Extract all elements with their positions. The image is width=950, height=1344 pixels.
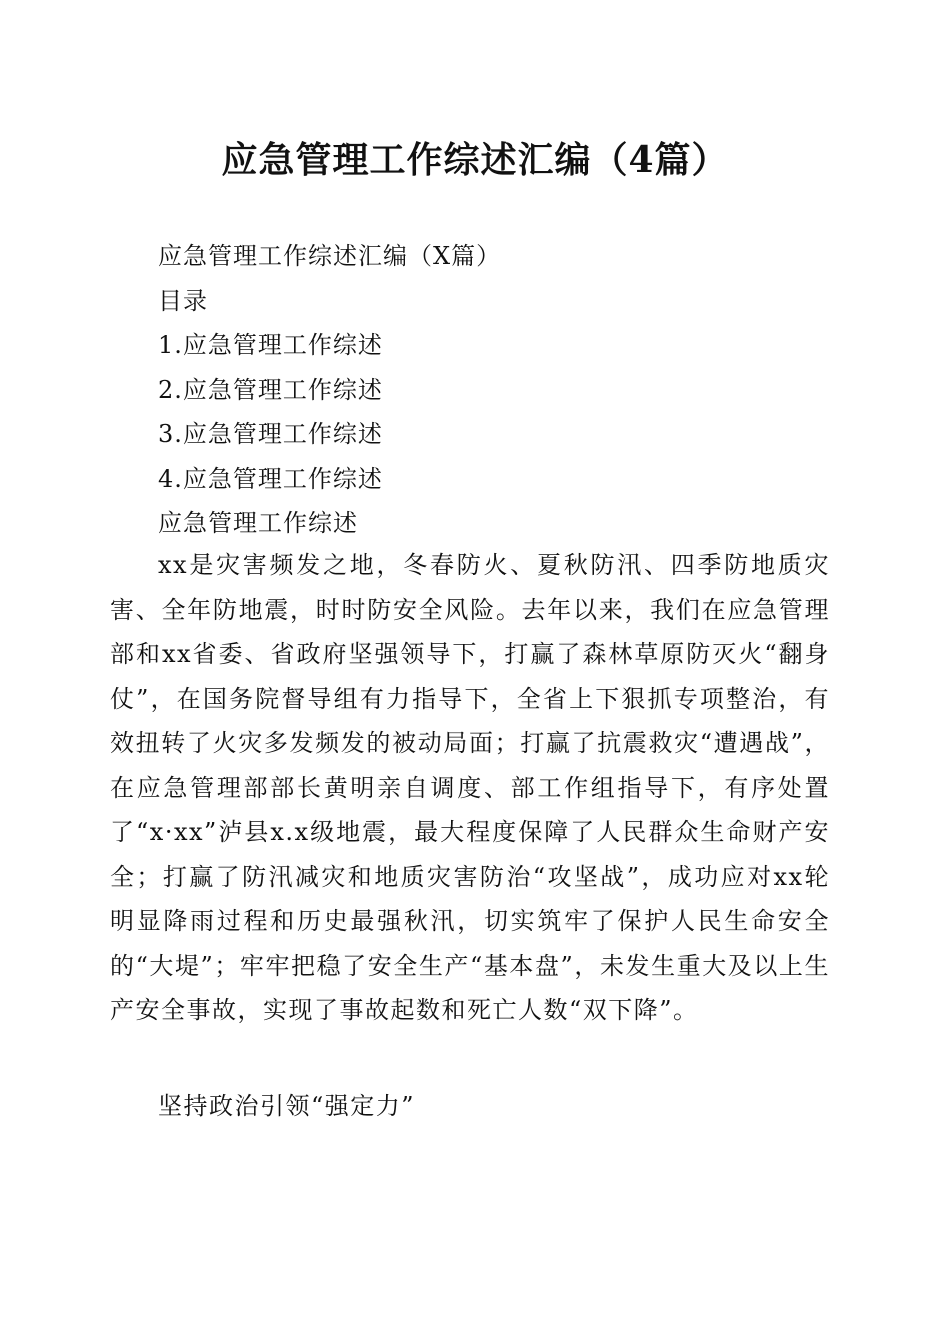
section-title: 应急管理工作综述	[158, 509, 358, 537]
toc-heading: 应急管理工作综述汇编（X篇）	[158, 242, 502, 270]
toc-item: 4.应急管理工作综述	[158, 464, 383, 493]
toc-item: 1.应急管理工作综述	[158, 331, 383, 359]
body-paragraph: xx是灾害频发之地，冬春防火、夏秋防汛、四季防地质灾害、全年防地震，时时防安全风险。去年以来，我们在应急管理部和xx省委、省政府坚强领导下，打赢了森林草原防灭火“翻身仗”，在国务院督导组有力指导下，全省上下狠抓专项整治，有效扭转了火灾多发频发的被动局面；打赢了抗震救灾“遭遇战”，在应急管理部部长黄明亲自调度、部工作组指导下，有序处置了“x·xx”泸县x.x级地震，最大程度保障了人民群众生命财产安全；打赢了防汛减灾和地质灾害防治“攻坚战”，成功应对xx轮明显降雨过程和历史最强秋汛，切实筑牢了保护人民生命安全的“大堤”；牢牢把稳了安全生产“基本盘”，未发生重大及以上生产安全事故，实现了事故起数和死亡人数“双下降”。	[110, 551, 830, 1024]
document-title: 应急管理工作综述汇编（4篇）	[221, 139, 729, 181]
toc-item: 2.应急管理工作综述	[158, 375, 383, 404]
section-subheading: 坚持政治引领“强定力”	[158, 1092, 416, 1120]
toc-label: 目录	[158, 286, 208, 315]
table-of-contents	[158, 234, 501, 546]
toc-item: 3.应急管理工作综述	[158, 420, 383, 448]
